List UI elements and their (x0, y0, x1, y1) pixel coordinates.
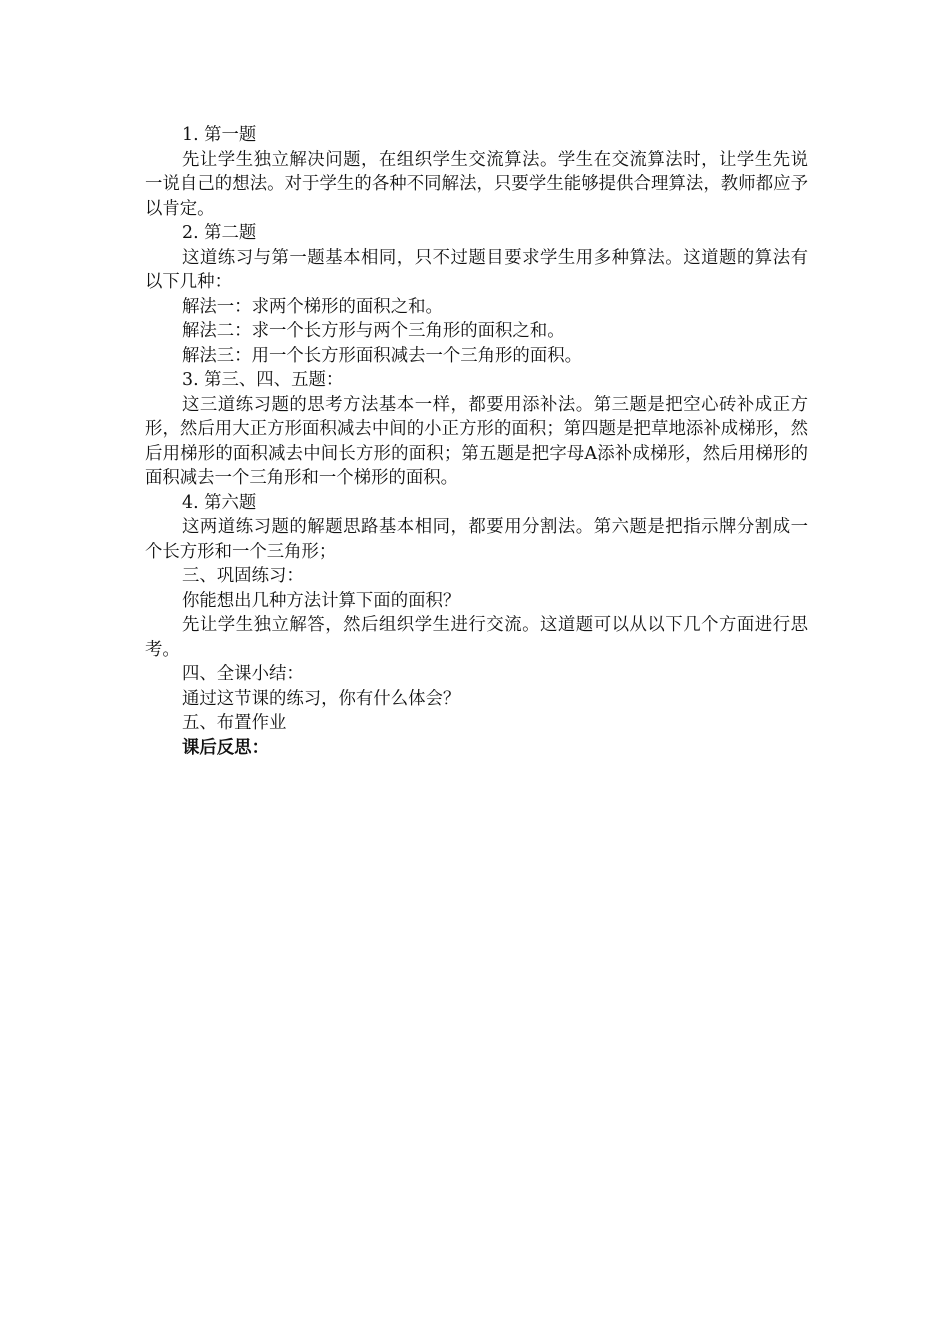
paragraph-question-1-guidance: 先让学生独立解决问题，在组织学生交流算法。学生在交流算法时，让学生先说一说自己的想法。对于学生的各种不同解法，只要学生能够提供合理算法，教师都应予以肯定。 (145, 149, 808, 219)
paragraph-question-2-intro: 这道练习与第一题基本相同，只不过题目要求学生用多种算法。这道题的算法有以下几种： (145, 247, 808, 292)
heading-question-6: 4. 第六题 (182, 492, 257, 513)
solution-1: 解法一：求两个梯形的面积之和。 (182, 296, 443, 317)
heading-consolidation: 三、巩固练习： (182, 566, 304, 586)
paragraph-question-6: 这两道练习题的解题思路基本相同，都要用分割法。第六题是把指示牌分割成一个长方形和一个三角形； (145, 517, 808, 562)
heading-summary: 四、全课小结： (182, 664, 304, 684)
paragraph-questions-3-4-5: 这三道练习题的思考方法基本一样，都要用添补法。第三题是把空心砖补成正方形，然后用大正方形面积减去中间的小正方形的面积；第四题是把草地添补成梯形，然后用梯形的面积减去中间长方形的面积；第五题是把字母A添补成梯形，然后用梯形的面积减去一个三角形和一个梯形的面积。 (145, 394, 808, 488)
heading-questions-3-4-5: 3. 第三、四、五题： (182, 370, 344, 390)
paragraph-consolidation-question: 你能想出几种方法计算下面的面积？ (182, 590, 461, 611)
paragraph-summary: 通过这节课的练习，你有什么体会？ (182, 688, 461, 709)
heading-homework: 五、布置作业 (182, 713, 287, 733)
solution-3: 解法三：用一个长方形面积减去一个三角形的面积。 (182, 345, 582, 366)
paragraph-consolidation-guidance: 先让学生独立解答，然后组织学生进行交流。这道题可以从以下几个方面进行思考。 (145, 615, 808, 660)
heading-question-2: 2. 第二题 (182, 223, 257, 243)
heading-reflection: 课后反思： (182, 737, 269, 758)
solution-2: 解法二：求一个长方形与两个三角形的面积之和。 (182, 321, 565, 341)
document-body (145, 123, 808, 760)
heading-question-1: 1. 第一题 (182, 125, 257, 145)
